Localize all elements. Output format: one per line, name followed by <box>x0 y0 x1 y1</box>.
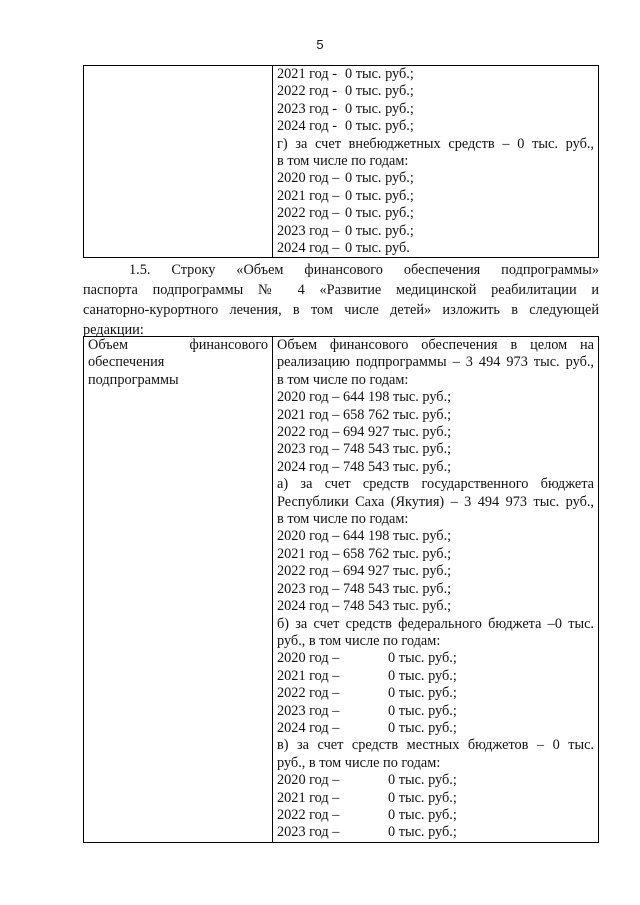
list-item: 2022 год – 694 927 тыс. руб.; <box>277 563 452 580</box>
local-budget-subheading: руб., в том числе по годам: <box>277 754 441 771</box>
funding-table-continuation <box>83 65 599 258</box>
list-item: 2022 год - 0 тыс. руб.; <box>277 83 414 100</box>
label-line: обеспечения <box>88 354 165 371</box>
list-item: 2020 год – 644 198 тыс. руб.; <box>277 528 452 545</box>
list-item: 2024 год – 748 543 тыс. руб.; <box>277 598 452 615</box>
total-heading: Объем финансового обеспечения в целом на <box>277 337 594 353</box>
list-item: 2024 год – 748 543 тыс. руб.; <box>277 458 452 475</box>
list-item: 2023 год – 0 тыс. руб.; <box>277 222 414 239</box>
value-cell <box>273 66 599 258</box>
amendment-paragraph <box>83 260 599 340</box>
list-item: 2021 год – 0 тыс. руб.; <box>277 667 457 684</box>
list-item: 2022 год – 694 927 тыс. руб.; <box>277 424 452 441</box>
list-item: 2023 год – 0 тыс. руб.; <box>277 824 457 841</box>
list-item: 2020 год – 644 198 тыс. руб.; <box>277 389 452 406</box>
label-cell <box>84 337 273 843</box>
list-item: 2024 год – 0 тыс. руб.; <box>277 719 457 736</box>
state-budget-heading: Республики Саха (Якутия) – 3 494 973 тыс. руб., <box>277 493 594 510</box>
state-budget-heading: а) за счет средств государственного бюджета <box>277 476 594 493</box>
total-heading: реализацию подпрограммы – 3 494 973 тыс. руб., <box>277 354 594 371</box>
list-item: 2023 год – 0 тыс. руб.; <box>277 702 457 719</box>
list-item: 2024 год - 0 тыс. руб.; <box>277 118 414 135</box>
label-line: подпрограммы <box>88 371 179 388</box>
federal-budget-subheading: руб., в том числе по годам: <box>277 632 441 649</box>
local-budget-heading: в) за счет средств местных бюджетов – 0 тыс. <box>277 737 594 754</box>
list-item: 2021 год – 0 тыс. руб.; <box>277 789 457 806</box>
label-line: Объем финансового <box>88 337 268 353</box>
list-item: 2023 год - 0 тыс. руб.; <box>277 100 414 117</box>
list-item: 2020 год – 0 тыс. руб.; <box>277 772 457 789</box>
total-subheading: в том числе по годам: <box>277 371 409 388</box>
table-row <box>84 337 599 843</box>
list-item: 2021 год – 0 тыс. руб.; <box>277 187 414 204</box>
paragraph-line: редакции: <box>83 322 144 338</box>
label-cell-empty <box>84 66 273 258</box>
page-number: 5 <box>316 37 324 52</box>
list-item: 2021 год - 0 тыс. руб.; <box>277 66 414 82</box>
list-item: 2023 год – 748 543 тыс. руб.; <box>277 441 452 458</box>
list-item: 2022 год – 0 тыс. руб.; <box>277 806 457 823</box>
value-cell <box>273 337 599 843</box>
list-item: 2021 год – 658 762 тыс. руб.; <box>277 545 452 562</box>
funding-table <box>83 336 599 843</box>
list-item: 2023 год – 748 543 тыс. руб.; <box>277 580 452 597</box>
table-row <box>84 66 599 258</box>
extrabudget-subheading: в том числе по годам: <box>277 153 409 170</box>
paragraph-line: 1.5. Строку «Объем финансового обеспечения подпрограммы» <box>129 262 599 278</box>
list-item: 2024 год – 0 тыс. руб. <box>277 240 410 257</box>
list-item: 2022 год – 0 тыс. руб.; <box>277 685 457 702</box>
list-item: 2021 год – 658 762 тыс. руб.; <box>277 406 452 423</box>
list-item: 2020 год – 0 тыс. руб.; <box>277 650 457 667</box>
state-budget-subheading: в том числе по годам: <box>277 511 409 528</box>
paragraph-line: санаторно-курортного лечения, в том числе детей» изложить в следующей <box>83 302 599 318</box>
list-item: 2020 год – 0 тыс. руб.; <box>277 170 414 187</box>
paragraph-line: паспорта подпрограммы № 4 «Развитие медицинской реабилитации и <box>83 282 599 298</box>
federal-budget-heading: б) за счет средств федерального бюджета –0 тыс. <box>277 615 594 632</box>
list-item: 2022 год – 0 тыс. руб.; <box>277 205 414 222</box>
extrabudget-heading: г) за счет внебюджетных средств – 0 тыс. руб., <box>277 135 594 152</box>
